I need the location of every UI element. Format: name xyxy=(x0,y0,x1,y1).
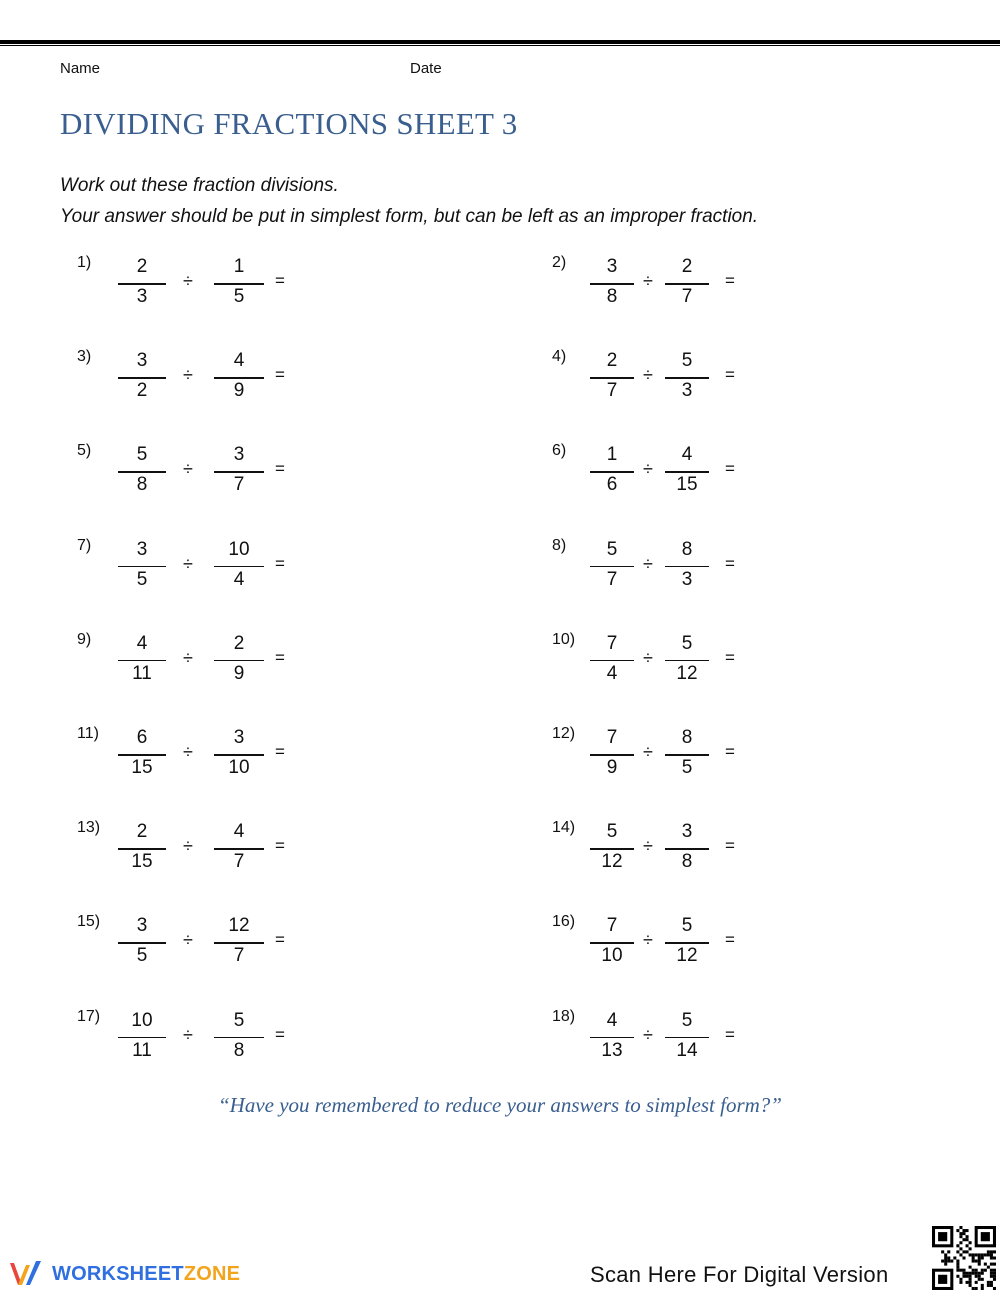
problem-number: 3) xyxy=(77,348,92,366)
divisor-denominator: 7 xyxy=(233,474,245,496)
divisor-fraction xyxy=(665,913,709,973)
page-title: DIVIDING FRACTIONS SHEET 3 xyxy=(60,106,518,141)
equals-sign: = xyxy=(725,647,735,667)
dividend-numerator: 7 xyxy=(606,915,618,937)
divisor-fraction xyxy=(214,819,264,879)
divisor-numerator: 4 xyxy=(681,444,693,466)
fraction-bar xyxy=(118,283,166,285)
dividend-denominator: 7 xyxy=(606,380,618,402)
dividend-numerator: 3 xyxy=(136,350,148,372)
dividend-denominator: 8 xyxy=(136,474,148,496)
problem-11 xyxy=(77,725,377,785)
fraction-bar xyxy=(665,1037,709,1039)
fraction-bar xyxy=(118,377,166,379)
problem-5 xyxy=(77,442,377,502)
problem-10 xyxy=(552,631,852,691)
divisor-fraction xyxy=(214,442,264,502)
fraction-bar xyxy=(118,471,166,473)
problem-2 xyxy=(552,254,852,314)
divisor-fraction xyxy=(665,1008,709,1068)
divide-sign: ÷ xyxy=(643,930,653,951)
dividend-denominator: 11 xyxy=(132,1039,152,1061)
equals-sign: = xyxy=(275,459,285,479)
date-label: Date xyxy=(410,60,442,77)
problem-number: 15) xyxy=(77,913,101,931)
equals-sign: = xyxy=(725,742,735,761)
dividend-denominator: 2 xyxy=(136,380,148,402)
divisor-denominator: 7 xyxy=(233,851,245,873)
worksheetzone-logo-icon xyxy=(8,1259,46,1289)
equals-sign: = xyxy=(275,742,285,761)
divisor-numerator: 5 xyxy=(681,350,693,372)
equals-sign: = xyxy=(725,553,735,573)
fraction-bar xyxy=(214,1037,264,1039)
problem-1 xyxy=(77,254,377,314)
fraction-bar xyxy=(665,848,709,850)
dividend-fraction xyxy=(118,442,166,502)
dividend-numerator: 3 xyxy=(606,256,618,277)
dividend-denominator: 3 xyxy=(136,286,148,307)
divide-sign: ÷ xyxy=(643,742,653,762)
equals-sign: = xyxy=(725,365,735,385)
dividend-fraction xyxy=(590,913,634,973)
divisor-denominator: 5 xyxy=(681,757,693,778)
instructions xyxy=(60,170,758,232)
divisor-numerator: 3 xyxy=(233,727,245,748)
brand-name xyxy=(52,1263,240,1286)
fraction-bar xyxy=(590,942,634,944)
fraction-bar xyxy=(590,754,634,756)
divisor-numerator: 5 xyxy=(681,1009,693,1031)
divisor-denominator: 3 xyxy=(681,380,693,402)
instruction-line-1: Work out these fraction divisions. xyxy=(60,175,339,196)
divisor-numerator: 1 xyxy=(233,256,245,277)
fraction-bar xyxy=(214,754,264,756)
divisor-numerator: 5 xyxy=(681,915,693,937)
dividend-numerator: 4 xyxy=(136,632,148,654)
equals-sign: = xyxy=(275,365,285,385)
divisor-fraction xyxy=(665,254,709,314)
divisor-numerator: 10 xyxy=(228,538,250,560)
dividend-fraction xyxy=(118,631,166,691)
dividend-numerator: 2 xyxy=(606,350,618,372)
problem-number: 14) xyxy=(552,819,576,837)
divisor-denominator: 10 xyxy=(228,757,250,778)
divisor-numerator: 2 xyxy=(233,632,245,654)
fraction-bar xyxy=(118,660,166,662)
divisor-fraction xyxy=(214,254,264,314)
divisor-denominator: 8 xyxy=(233,1039,245,1061)
fraction-bar xyxy=(214,377,264,379)
problem-number: 2) xyxy=(552,254,567,271)
fraction-bar xyxy=(214,283,264,285)
dividend-numerator: 7 xyxy=(606,632,618,654)
divisor-denominator: 15 xyxy=(676,474,698,496)
equals-sign: = xyxy=(275,553,285,573)
dividend-fraction xyxy=(590,442,634,502)
dividend-numerator: 5 xyxy=(606,821,618,843)
dividend-denominator: 9 xyxy=(606,757,618,778)
divisor-fraction xyxy=(214,348,264,408)
dividend-denominator: 7 xyxy=(606,568,618,590)
divisor-denominator: 9 xyxy=(233,380,245,402)
divisor-fraction xyxy=(665,631,709,691)
equals-sign: = xyxy=(275,271,285,290)
instruction-line-2: Your answer should be put in simplest form, but can be left as an improper fraction. xyxy=(60,206,759,227)
divisor-numerator: 8 xyxy=(681,727,693,748)
reminder-quote: “Have you remembered to reduce your answers to simplest form?” xyxy=(217,1093,782,1117)
problem-17 xyxy=(77,1008,377,1068)
dividend-denominator: 5 xyxy=(136,945,148,967)
divide-sign: ÷ xyxy=(643,1024,653,1045)
divisor-denominator: 3 xyxy=(681,568,693,590)
problem-number: 9) xyxy=(77,630,92,648)
problem-number: 12) xyxy=(552,725,576,742)
dividend-numerator: 3 xyxy=(136,915,148,937)
dividend-fraction xyxy=(118,254,166,314)
problem-number: 1) xyxy=(77,254,92,271)
fraction-bar xyxy=(118,754,166,756)
problem-number: 6) xyxy=(552,442,567,460)
dividend-numerator: 1 xyxy=(606,444,618,466)
fraction-bar xyxy=(590,566,634,568)
divisor-denominator: 9 xyxy=(233,662,245,684)
equals-sign: = xyxy=(725,836,735,856)
fraction-bar xyxy=(665,283,709,285)
divisor-denominator: 14 xyxy=(676,1039,698,1061)
divisor-fraction xyxy=(665,819,709,879)
dividend-fraction xyxy=(590,631,634,691)
equals-sign: = xyxy=(725,930,735,950)
name-label: Name xyxy=(60,60,101,77)
divide-sign: ÷ xyxy=(183,271,193,291)
dividend-fraction xyxy=(118,725,166,785)
fraction-bar xyxy=(665,566,709,568)
divisor-numerator: 4 xyxy=(233,350,245,372)
problem-18 xyxy=(552,1008,852,1068)
problem-number: 16) xyxy=(552,913,576,931)
fraction-bar xyxy=(214,471,264,473)
dividend-fraction xyxy=(590,819,634,879)
dividend-denominator: 15 xyxy=(131,757,153,778)
fraction-bar xyxy=(665,660,709,662)
dividend-denominator: 11 xyxy=(132,662,152,684)
fraction-bar xyxy=(590,283,634,285)
problem-7 xyxy=(77,537,377,597)
dividend-numerator: 5 xyxy=(606,538,618,560)
divide-sign: ÷ xyxy=(183,647,193,668)
divisor-fraction xyxy=(214,725,264,785)
dividend-numerator: 5 xyxy=(136,444,148,466)
dividend-fraction xyxy=(590,348,634,408)
divisor-numerator: 8 xyxy=(681,538,693,560)
problem-14 xyxy=(552,819,852,879)
divisor-fraction xyxy=(214,631,264,691)
fraction-bar xyxy=(118,848,166,850)
divisor-fraction xyxy=(214,1008,264,1068)
divisor-denominator: 12 xyxy=(676,662,698,684)
problem-13 xyxy=(77,819,377,879)
dividend-fraction xyxy=(590,1008,634,1068)
dividend-fraction xyxy=(590,254,634,314)
fraction-bar xyxy=(118,566,166,568)
fraction-bar xyxy=(590,660,634,662)
dividend-denominator: 4 xyxy=(606,662,618,684)
divide-sign: ÷ xyxy=(183,553,193,574)
dividend-numerator: 2 xyxy=(136,821,148,843)
fraction-bar xyxy=(665,754,709,756)
fraction-bar xyxy=(590,848,634,850)
dividend-denominator: 15 xyxy=(131,851,153,873)
divisor-denominator: 4 xyxy=(233,568,245,590)
brand-name-part2: ZONE xyxy=(183,1262,241,1285)
problem-number: 4) xyxy=(552,348,567,366)
dividend-denominator: 5 xyxy=(136,568,148,590)
problem-15 xyxy=(77,913,377,973)
equals-sign: = xyxy=(275,836,285,856)
dividend-denominator: 6 xyxy=(606,474,618,496)
divide-sign: ÷ xyxy=(643,647,653,668)
divide-sign: ÷ xyxy=(183,1024,193,1045)
equals-sign: = xyxy=(725,459,735,479)
problem-number: 7) xyxy=(77,536,92,554)
problem-4 xyxy=(552,348,852,408)
fraction-bar xyxy=(118,1037,166,1039)
divisor-denominator: 7 xyxy=(681,286,693,307)
divisor-denominator: 12 xyxy=(676,945,698,967)
dividend-numerator: 10 xyxy=(131,1009,153,1031)
divide-sign: ÷ xyxy=(643,271,653,291)
divide-sign: ÷ xyxy=(183,930,193,951)
fraction-bar xyxy=(590,377,634,379)
divisor-fraction xyxy=(665,537,709,597)
equals-sign: = xyxy=(275,647,285,667)
fraction-bar xyxy=(665,471,709,473)
fraction-bar xyxy=(214,660,264,662)
fraction-bar xyxy=(665,377,709,379)
divide-sign: ÷ xyxy=(643,365,653,386)
equals-sign: = xyxy=(275,1024,285,1044)
divisor-numerator: 3 xyxy=(233,444,245,466)
divisor-fraction xyxy=(665,348,709,408)
dividend-denominator: 8 xyxy=(606,286,618,307)
divide-sign: ÷ xyxy=(643,553,653,574)
divide-sign: ÷ xyxy=(183,836,193,857)
brand-logo xyxy=(8,1258,240,1290)
equals-sign: = xyxy=(275,930,285,950)
dividend-fraction xyxy=(118,1008,166,1068)
dividend-numerator: 2 xyxy=(136,256,148,277)
divisor-numerator: 12 xyxy=(228,915,250,937)
problem-6 xyxy=(552,442,852,502)
dividend-numerator: 3 xyxy=(136,538,148,560)
dividend-fraction xyxy=(590,537,634,597)
divisor-numerator: 2 xyxy=(681,256,693,277)
divisor-fraction xyxy=(214,913,264,973)
divisor-fraction xyxy=(665,725,709,785)
divisor-numerator: 3 xyxy=(681,821,693,843)
qr-code-icon[interactable] xyxy=(932,1226,996,1290)
dividend-denominator: 10 xyxy=(601,945,623,967)
divide-sign: ÷ xyxy=(643,836,653,857)
divisor-denominator: 5 xyxy=(233,286,245,307)
dividend-fraction xyxy=(118,348,166,408)
divide-sign: ÷ xyxy=(183,742,193,762)
divide-sign: ÷ xyxy=(183,365,193,386)
problem-9 xyxy=(77,631,377,691)
problem-number: 11) xyxy=(77,725,99,742)
divide-sign: ÷ xyxy=(183,459,193,480)
top-divider xyxy=(0,40,1000,46)
problem-number: 10) xyxy=(552,630,576,648)
dividend-numerator: 4 xyxy=(606,1009,618,1031)
problem-number: 18) xyxy=(552,1007,576,1025)
fraction-bar xyxy=(590,471,634,473)
divisor-numerator: 4 xyxy=(233,821,245,843)
problem-16 xyxy=(552,913,852,973)
dividend-fraction xyxy=(118,537,166,597)
dividend-fraction xyxy=(590,725,634,785)
problem-number: 17) xyxy=(77,1007,101,1025)
fraction-bar xyxy=(118,942,166,944)
dividend-denominator: 12 xyxy=(601,851,623,873)
divisor-numerator: 5 xyxy=(681,632,693,654)
divisor-denominator: 8 xyxy=(681,851,693,873)
dividend-numerator: 7 xyxy=(606,727,618,748)
problem-number: 8) xyxy=(552,536,567,554)
dividend-denominator: 13 xyxy=(601,1039,623,1061)
problem-number: 5) xyxy=(77,442,92,460)
divisor-fraction xyxy=(665,442,709,502)
fraction-bar xyxy=(214,942,264,944)
fraction-bar xyxy=(665,942,709,944)
problem-number: 13) xyxy=(77,819,101,837)
problem-3 xyxy=(77,348,377,408)
divide-sign: ÷ xyxy=(643,459,653,480)
problem-8 xyxy=(552,537,852,597)
brand-name-part1: WORKSHEET xyxy=(52,1262,184,1285)
dividend-numerator: 6 xyxy=(136,727,148,748)
dividend-fraction xyxy=(118,913,166,973)
scan-prompt: Scan Here For Digital Version xyxy=(590,1262,889,1287)
divisor-denominator: 7 xyxy=(233,945,245,967)
fraction-bar xyxy=(214,566,264,568)
divisor-fraction xyxy=(214,537,264,597)
problem-12 xyxy=(552,725,852,785)
fraction-bar xyxy=(214,848,264,850)
equals-sign: = xyxy=(725,271,735,290)
divisor-numerator: 5 xyxy=(233,1009,245,1031)
fraction-bar xyxy=(590,1037,634,1039)
equals-sign: = xyxy=(725,1024,735,1044)
dividend-fraction xyxy=(118,819,166,879)
